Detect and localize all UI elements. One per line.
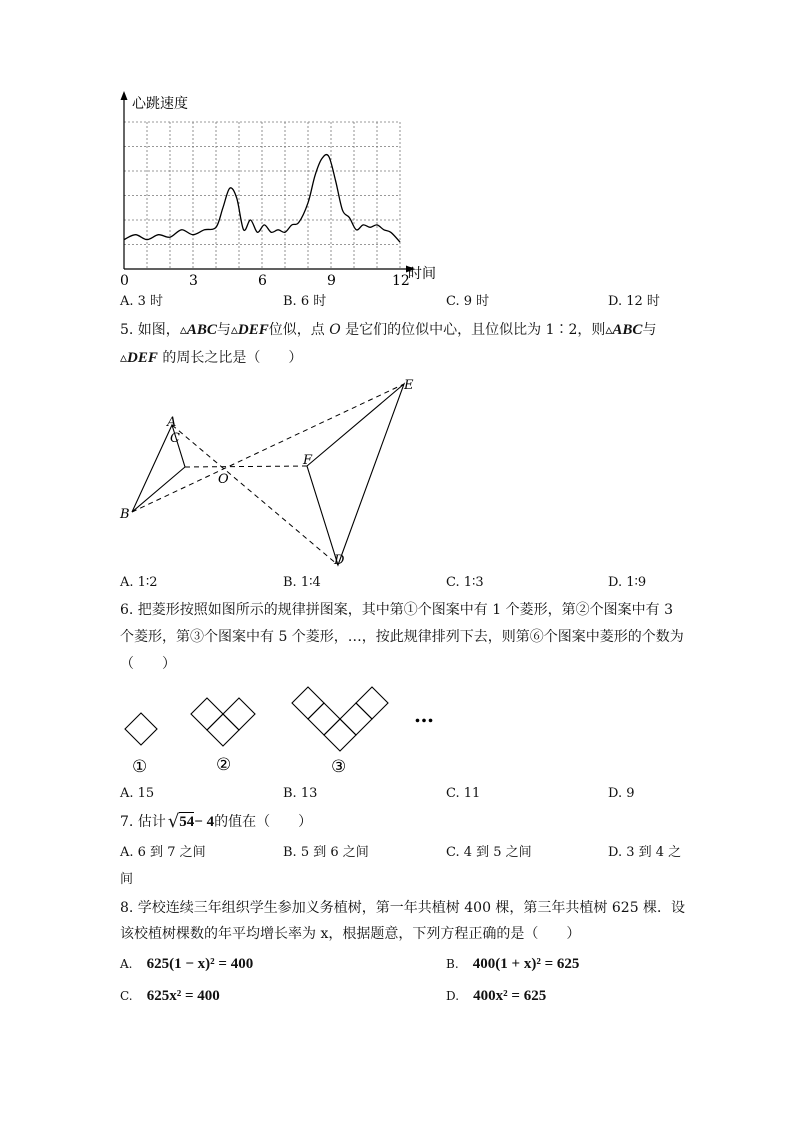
triangle-icon: ▵	[605, 322, 613, 338]
q7-option-d-wrap: 间	[120, 872, 134, 887]
q6-option-b[interactable]: B. 13	[283, 786, 318, 801]
q7-option-b[interactable]: B. 5 到 6 之间	[283, 845, 369, 860]
q5-option-b[interactable]: B. 1∶4	[283, 575, 321, 590]
q4-option-d[interactable]: D. 12 时	[608, 294, 660, 309]
q8-stem-line-1: 8. 学校连续三年组织学生参加义务植树，第一年共植树 400 棵，第三年共植树 625 棵．设	[120, 900, 686, 916]
y-axis-label: 心跳速度	[132, 96, 188, 112]
q5-stem-line-2: ▵DEF 的周长之比是（ ）	[120, 350, 303, 366]
y-axis-arrow	[121, 91, 128, 100]
rhombus	[308, 703, 340, 735]
rhombus	[125, 713, 157, 745]
q5-option-a[interactable]: A. 1∶2	[120, 575, 158, 590]
q7-stem: 7. 估计 √ 54 − 4 的值在（ ）	[120, 810, 313, 832]
q8-option-b[interactable]	[446, 955, 579, 974]
rhombus	[223, 698, 255, 730]
x-tick-label: 6	[258, 273, 267, 288]
rhombus	[191, 698, 223, 730]
q8-option-a[interactable]	[120, 955, 253, 974]
chart-grid	[124, 122, 400, 269]
triangle-icon: ▵	[230, 322, 238, 338]
q8-stem-line-2: 该校植树棵数的年平均增长率为 x，根据题意，下列方程正确的是（ ）	[120, 926, 581, 942]
pattern-2-label: ②	[216, 755, 232, 775]
point-b-label: B	[120, 507, 130, 522]
option-label: B.	[446, 957, 459, 971]
triangle-icon: ▵	[120, 350, 128, 366]
dashed-a-d	[172, 425, 338, 565]
x-tick-label: 9	[327, 273, 336, 288]
q5-option-c[interactable]: C. 1∶3	[446, 575, 484, 590]
point-d-label: D	[334, 553, 345, 568]
option-label: C.	[120, 989, 133, 1003]
pattern-3-label: ③	[331, 757, 347, 777]
q7-option-d[interactable]: D. 3 到 4 之	[608, 845, 682, 860]
heart-rate-chart	[110, 88, 450, 288]
rhombus	[356, 687, 388, 719]
point-o-label: O	[218, 472, 229, 487]
q5-option-d[interactable]: D. 1∶9	[608, 575, 647, 590]
q6-stem-line-3: （ ）	[120, 656, 176, 672]
rhombus	[207, 714, 239, 746]
q6-option-c[interactable]: C. 11	[446, 786, 481, 801]
x-tick-label: 12	[392, 273, 410, 288]
option-expr: 400(1 + x)² = 625	[472, 956, 580, 972]
option-expr: 625x² = 400	[146, 988, 220, 1004]
q6-stem-line-2: 个菱形，第③个图案中有 5 个菱形，…，按此规律排列下去，则第⑥个图案中菱形的个数为	[120, 629, 684, 645]
x-axis-label: 时间	[408, 266, 436, 282]
point-c-label: C	[170, 431, 180, 446]
point-e-label: E	[404, 378, 414, 393]
triangle-def	[307, 384, 404, 565]
option-label: A.	[120, 957, 133, 971]
q5-stem-line-1: 5. 如图，▵ABC与▵DEF位似，点 O 是它们的位似中心，且位似比为 1∶2，则▵ABC与	[120, 322, 657, 338]
sqrt-icon: √	[167, 810, 180, 832]
rhombus	[340, 703, 372, 735]
x-tick-label: 0	[120, 273, 129, 288]
option-label: D.	[446, 989, 460, 1003]
q6-option-d[interactable]: D. 9	[608, 786, 635, 801]
point-f-label: F	[303, 453, 313, 468]
rhombus	[292, 687, 324, 719]
ellipsis: …	[414, 703, 434, 727]
option-expr: 400x² = 625	[473, 988, 547, 1004]
q4-option-c[interactable]: C. 9 时	[446, 294, 490, 309]
dashed-c-f	[185, 466, 307, 467]
homothety-figure	[110, 372, 430, 572]
q4-option-b[interactable]: B. 6 时	[283, 294, 327, 309]
q6-stem-line-1: 6. 把菱形按照如图所示的规律拼图案，其中第①个图案中有 1 个菱形，第②个图案中有 3	[120, 602, 673, 618]
rhombus-patterns-figure	[110, 678, 450, 780]
q7-option-a[interactable]: A. 6 到 7 之间	[120, 845, 206, 860]
option-expr: 625(1 − x)² = 400	[146, 956, 254, 972]
triangle-icon: ▵	[179, 322, 187, 338]
dashed-b-e	[132, 384, 404, 512]
rhombus	[324, 719, 356, 751]
point-a-label: A	[167, 415, 177, 430]
q6-option-a[interactable]: A. 15	[120, 786, 155, 801]
q8-option-d[interactable]	[446, 987, 546, 1006]
q7-option-c[interactable]: C. 4 到 5 之间	[446, 845, 532, 860]
pattern-1-label: ①	[132, 757, 148, 777]
x-tick-label: 3	[189, 273, 198, 288]
q4-option-a[interactable]: A. 3 时	[120, 294, 164, 309]
q8-option-c[interactable]	[120, 987, 220, 1006]
